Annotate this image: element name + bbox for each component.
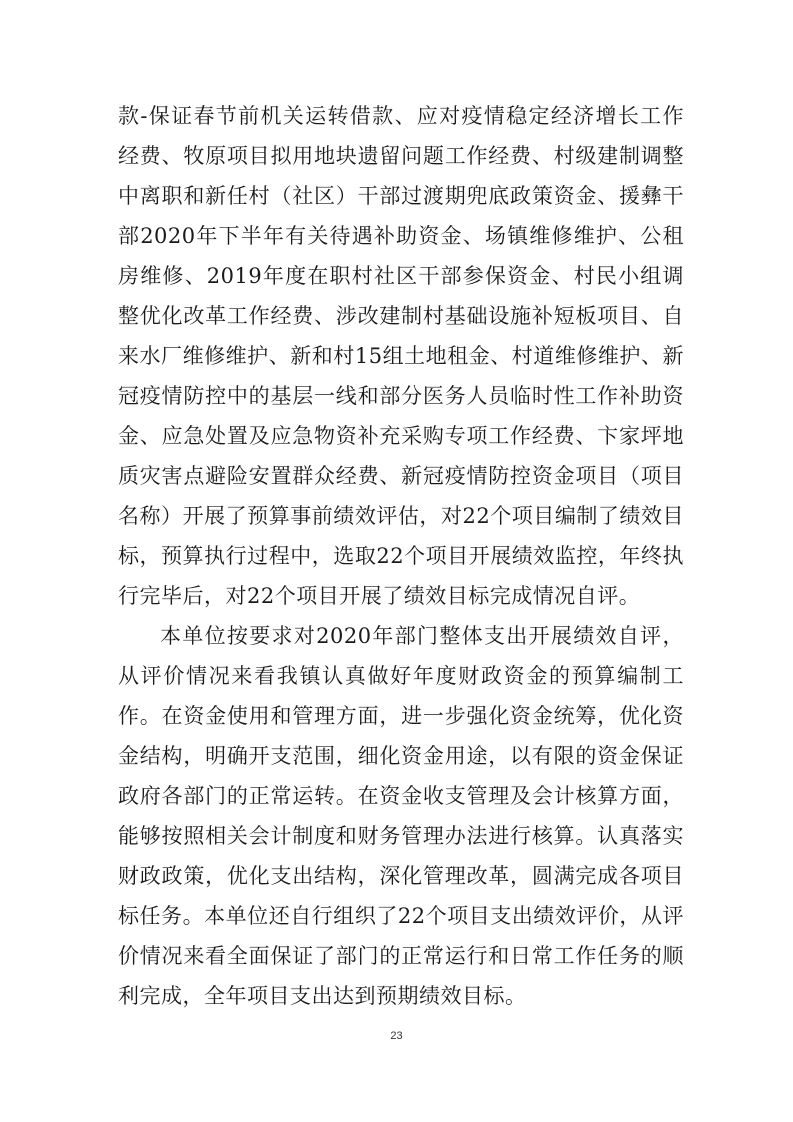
document-body [118, 96, 684, 1016]
page-number: 23 [390, 1030, 403, 1042]
paragraph-continued: 款-保证春节前机关运转借款、应对疫情稳定经济增长工作经费、牧原项目拟用地块遗留问题工作经费、村级建制调整中离职和新任村（社区）干部过渡期兜底政策资金、援彝干部2020年下半年有关待遇补助资金、场镇维修维护、公租房维修、2019年度在职村社区干部参保资金、村民小组调整优化改革工作经费、涉改建制村基础设施补短板项目、自来水厂维修维护、新和村15组土地租金、村道维修维护、新冠疫情防控中的基层一线和部分医务人员临时性工作补助资金、应急处置及应急物资补充采购专项工作经费、卞家坪地质灾害点避险安置群众经费、新冠疫情防控资金项目（项目名称）开展了预算事前绩效评估，对22个项目编制了绩效目标，预算执行过程中，选取22个项目开展绩效监控，年终执行完毕后，对22个项目开展了绩效目标完成情况自评。 [118, 104, 684, 608]
paragraph-self-evaluation: 本单位按要求对2020年部门整体支出开展绩效自评，从评价情况来看我镇认真做好年度财政资金的预算编制工作。在资金使用和管理方面，进一步强化资金统筹，优化资金结构，明确开支范围，细化资金用途，以有限的资金保证政府各部门的正常运转。在资金收支管理及会计核算方面，能够按照相关会计制度和财务管理办法进行核算。认真落实财政政策，优化支出结构，深化管理改革，圆满完成各项目标任务。本单位还自行组织了22个项目支出绩效评价，从评价情况来看全面保证了部门的正常运行和日常工作任务的顺利完成，全年项目支出达到预期绩效目标。 [118, 624, 684, 1008]
